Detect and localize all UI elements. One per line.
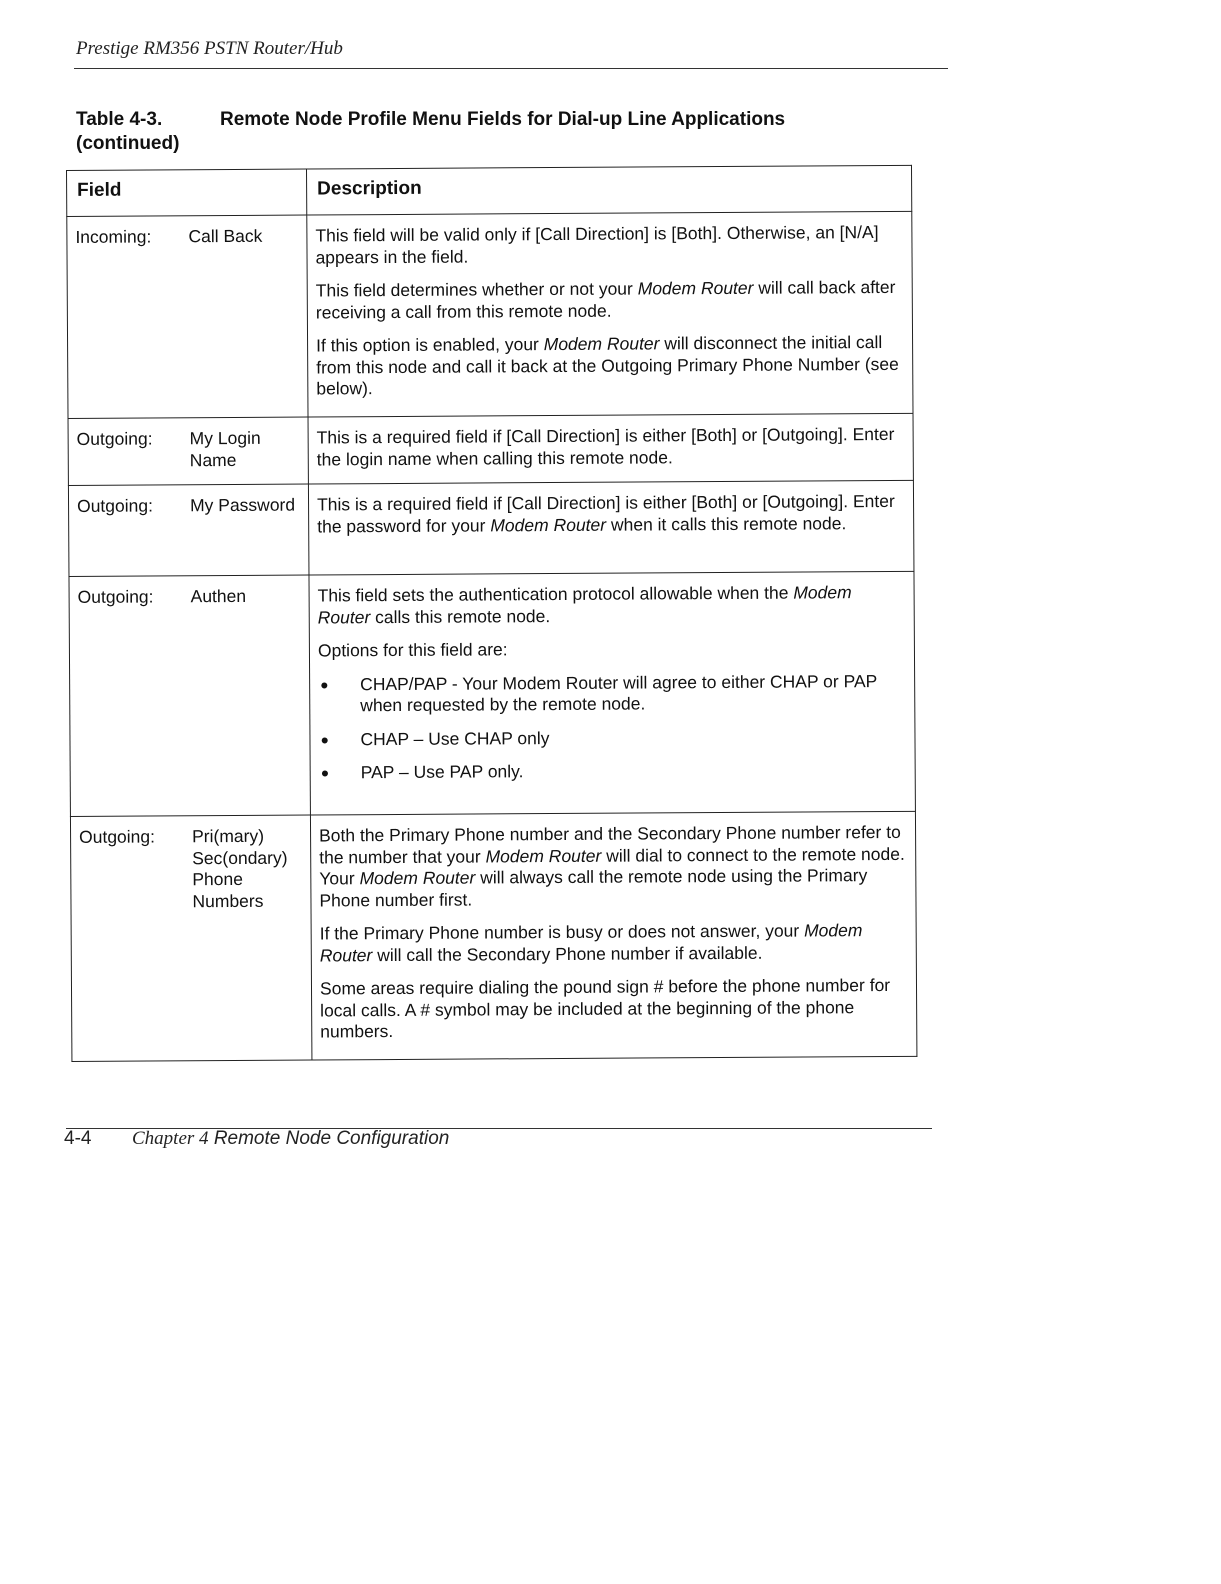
field-cell [67,215,308,418]
field-cell [69,575,310,816]
table-row [68,413,913,485]
bullet-icon: ● [320,730,329,747]
field-direction: Outgoing: [79,826,156,847]
page-number: 4-4 [64,1128,92,1149]
running-header: Prestige RM356 PSTN Router/Hub [76,38,343,59]
description-cell [308,480,914,575]
field-direction: Outgoing: [76,495,154,516]
option-text: CHAP/PAP - Your Modem Router will agree to either CHAP or PAP when requested by the remote node. [360,670,878,716]
fields-table-container [66,165,917,1062]
description-cell [308,413,913,484]
description-paragraph: This is a required field if [Call Direction] is either [Both] or [Outgoing]. Enter the password for your Modem Router when it calls this remote node. [316,490,895,536]
field-cell [68,417,308,485]
options-list [318,670,907,784]
chapter-label: Chapter 4 [132,1128,209,1149]
field-cell [70,815,311,1061]
field-direction: Incoming: [75,226,152,247]
fields-table [66,165,917,1062]
description-cell [307,211,913,417]
column-header-field: Field [67,169,307,216]
field-name: Authen [190,585,247,607]
chapter-title: Remote Node Configuration [213,1128,450,1149]
description-paragraph: Both the Primary Phone number and the Secondary Phone number refer to the number that your Modem Router will dial to connect to the remote node. Your Modem Router will always call the remote node using the Primary Phone number first. [319,821,905,910]
field-name: Call Back [188,225,263,247]
description-paragraph: If the Primary Phone number is busy or does not answer, your Modem Router will call the Secondary Phone number if available. [319,920,863,965]
table-row [70,811,916,1061]
table-row [67,211,913,418]
table-row [69,571,915,816]
description-paragraph: Options for this field are: [317,639,508,661]
description-paragraph: This field determines whether or not your Modem Router will call back after receiving a call from this remote node. [315,276,896,322]
table-header-row [67,165,912,216]
header-rule [74,68,948,69]
field-name: My Password [189,494,296,516]
description-cell [310,811,916,1060]
option-text: PAP – Use PAP only. [360,761,524,783]
option-item [318,670,906,717]
description-paragraph: This is a required field if [Call Direction] is either [Both] or [Outgoing]. Enter the login name when calling this remote node. [316,423,895,469]
field-direction: Outgoing: [77,586,154,607]
description-paragraph: This field sets the authentication protocol allowable when the Modem Router calls this remote node. [317,582,852,627]
option-item [318,725,906,750]
column-header-description: Description [306,165,911,215]
bullet-icon: ● [320,675,329,692]
page-footer [64,1128,449,1150]
option-text: CHAP – Use CHAP only [360,727,550,749]
table-continued-label: (continued) [76,133,180,154]
description-paragraph: Some areas require dialing the pound sign # before the phone number for local calls. A # symbol may be included at the beginning of the phone numbers. [319,974,891,1042]
table-caption [76,108,785,156]
table-number: Table 4-3. [76,109,163,130]
table-row [68,480,914,576]
field-direction: Outgoing: [76,428,153,449]
table-title: Remote Node Profile Menu Fields for Dial-up Line Applications [220,109,786,130]
field-cell [68,484,309,576]
field-name: My Login Name [189,427,261,470]
bullet-icon: ● [320,764,330,781]
field-name: Pri(mary) Sec(ondary) Phone Numbers [192,825,288,911]
option-item [319,759,907,784]
description-paragraph: This field will be valid only if [Call Direction] is [Both]. Otherwise, an [N/A] appears in the field. [315,222,879,267]
description-cell [309,571,915,815]
description-paragraph: If this option is enabled, your Modem Router will disconnect the initial call from this node and call it back at the Outgoing Primary Phone Number (see below). [316,332,899,399]
table-body [67,211,917,1061]
